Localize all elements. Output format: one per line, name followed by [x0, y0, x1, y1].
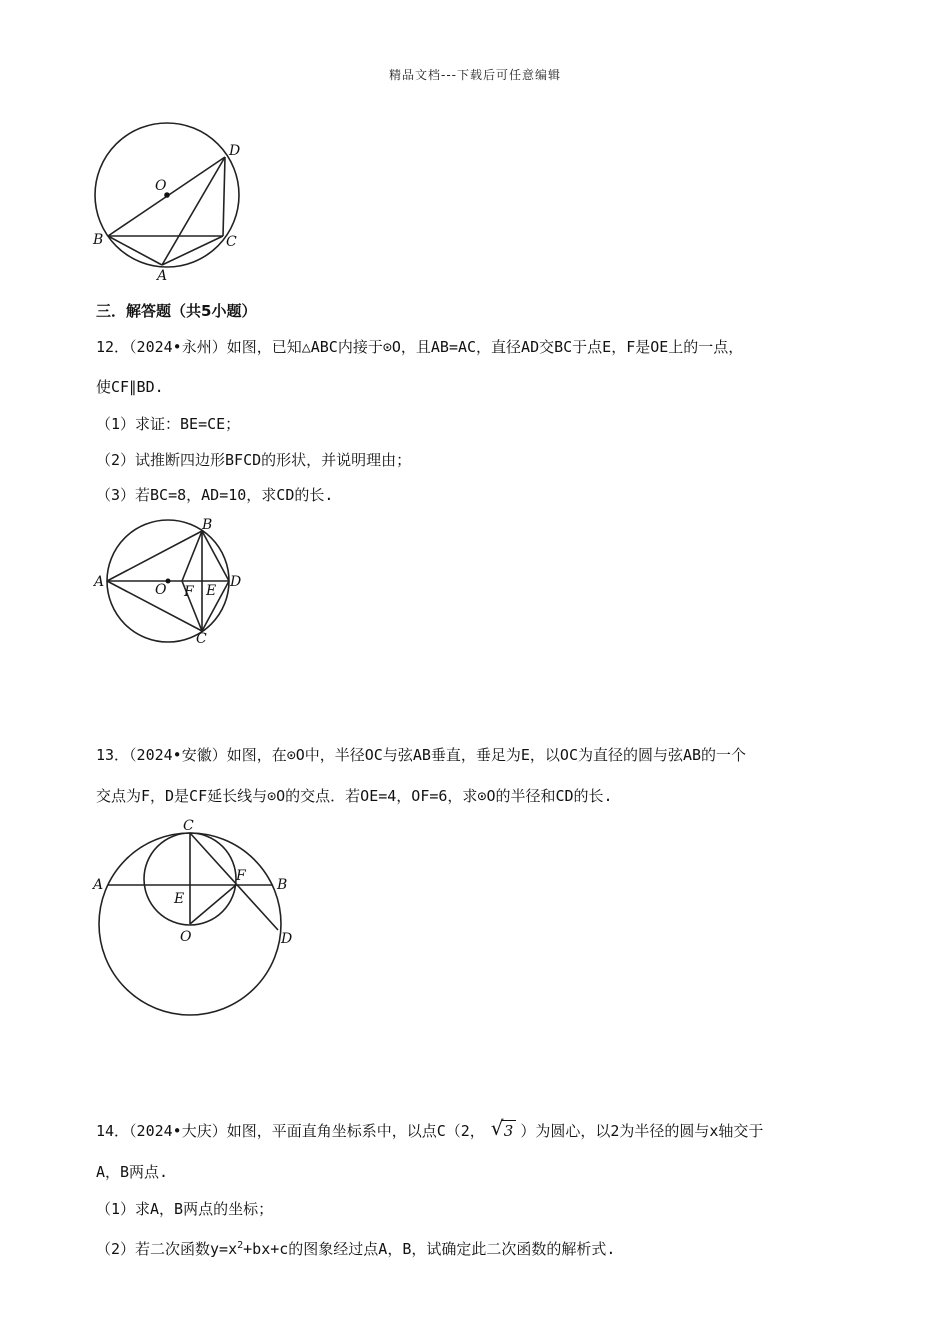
q14-sub2-post: +bx+c的图象经过点A，B，试确定此二次函数的解析式.	[243, 1240, 616, 1258]
q14-sub2	[96, 1236, 615, 1259]
fig3-label-C: C	[183, 818, 194, 834]
q14-stem-line1-post: ）为圆心，以2为半径的圆与x轴交于	[520, 1122, 764, 1140]
q13-stem-line1: 13．（2024•安徽）如图，在⊙O中，半径OC与弦AB垂直，垂足为E，以OC为直径的圆与弦AB的一个	[96, 746, 747, 764]
fig3-label-A: A	[93, 877, 104, 893]
fig1-label-O: O	[155, 178, 167, 194]
fig1-label-A: A	[157, 268, 168, 284]
fig2-label-F: F	[184, 584, 194, 600]
fig1-label-C: C	[226, 234, 237, 250]
q12-stem-line2: 使CF∥BD.	[96, 378, 164, 396]
fig3-label-O: O	[180, 929, 192, 945]
q12-stem-line1: 12．（2024•永州）如图，已知△ABC内接于⊙O，且AB=AC，直径AD交BC于点E，F是OE上的一点，	[96, 338, 744, 356]
fig3-label-E: E	[174, 891, 185, 907]
fig2-label-B: B	[202, 517, 213, 533]
q12-sub3: （3）若BC=8，AD=10，求CD的长.	[96, 486, 334, 504]
q14-sub2-exponent: 2	[237, 1240, 244, 1251]
fig2-label-D: D	[230, 574, 242, 590]
fig2-label-A: A	[94, 574, 105, 590]
q14-stem-line1-pre: 14．（2024•大庆）如图，平面直角坐标系中，以点C（2，	[96, 1122, 485, 1140]
fig1-label-D: D	[229, 143, 241, 159]
fig1-label-B: B	[93, 232, 104, 248]
q13-stem-line2: 交点为F，D是CF延长线与⊙O的交点．若OE=4，OF=6，求⊙O的半径和CD的长.	[96, 787, 613, 805]
sqrt-symbol: √ 3	[491, 1120, 517, 1141]
fig3-segment-CD	[190, 833, 278, 930]
q14-stem-line1	[96, 1116, 764, 1141]
q14-stem-line2: A，B两点.	[96, 1163, 169, 1181]
sqrt-radicand: 3	[501, 1120, 517, 1141]
q14-sub2-pre: （2）若二次函数y=x	[96, 1240, 238, 1258]
page-header: 精品文档---下载后可任意编辑	[389, 68, 561, 82]
q12-sub1: （1）求证：BE=CE；	[96, 415, 241, 433]
fig3-label-B: B	[277, 877, 288, 893]
fig3-label-F: F	[236, 868, 246, 884]
section-title: 三．解答题（共5小题）	[96, 302, 257, 320]
fig2-label-C: C	[196, 631, 207, 647]
q12-sub2: （2）试推断四边形BFCD的形状，并说明理由；	[96, 451, 412, 469]
fig2-label-O: O	[155, 582, 167, 598]
q14-sub1: （1）求A，B两点的坐标；	[96, 1200, 274, 1218]
fig3-label-D: D	[281, 931, 293, 947]
fig2-label-E: E	[206, 583, 217, 599]
